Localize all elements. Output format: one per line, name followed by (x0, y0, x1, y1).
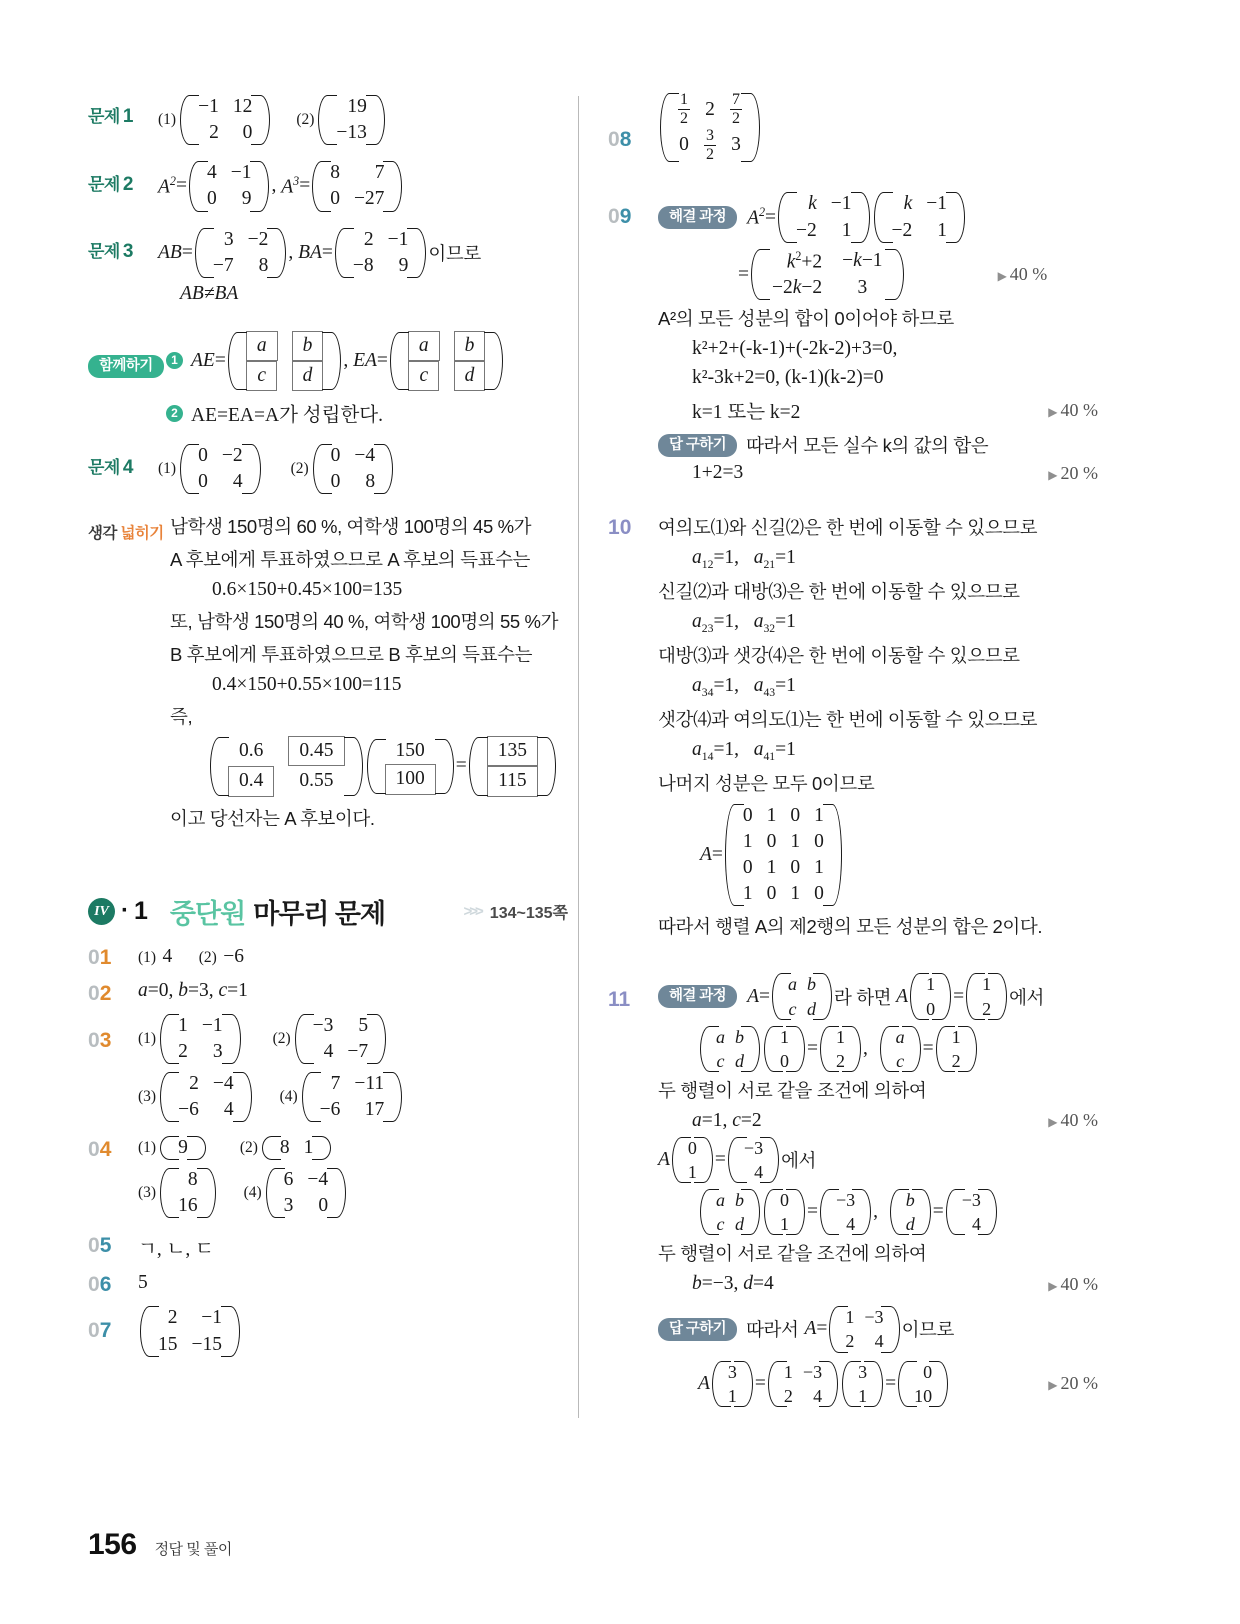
matrix-lhs: $A^3$ (281, 174, 300, 198)
score-annotation: ▶ 40 % (1048, 399, 1098, 420)
matrix: 8 16 (158, 1167, 218, 1219)
answer-row-03 (88, 1013, 568, 1124)
answer-value: 5 (138, 1272, 148, 1294)
matrix: b d (888, 1188, 933, 1236)
a10-line-1: 여의도⑴와 신길⑵은 한 번에 이동할 수 있으므로 (658, 517, 1038, 539)
matrix: 4 −1 0 9 (187, 160, 272, 212)
answer-row-09: 09 해결 과정 $A^2$ = k −1 −2 1 k −1 −2 1 = $k^2+2$ −k−1 −2k−2 3 ▶ 40 % A²의 모든 성분의 합이 0이어야 하므로 k²+2+(-k-1)+(-2k-2)+3=0, k²-3k+2=0, (k-1)(k-2)=0 k=1 또는 k=2 ▶ 40 % 답 구하기 따라서 모든 실수 k의 값의 합은 1+2=3 ▶ 20 % (608, 193, 1098, 484)
matrix: a c (878, 1025, 923, 1073)
a09-eq-1: k²+2+(-k-1)+(-2k-2)+3=0, (692, 338, 898, 360)
munje-label-text: 문제 (88, 458, 120, 477)
trailing-text: 이므로 (428, 242, 481, 264)
answer-value: −6 (223, 945, 245, 967)
saenggak-eq-1: 0.6×150+0.45×100=135 (212, 579, 403, 601)
matrix-boxed: a b c d (226, 331, 344, 391)
matrix-lhs: AE (191, 349, 215, 371)
answer-number-03: 03 (88, 1028, 112, 1052)
item-tag: (3) (138, 1087, 157, 1105)
answer-number-01: 01 (88, 945, 112, 969)
matrix: 0 −4 0 8 (311, 443, 396, 495)
matrix: k −1 −2 1 (776, 191, 872, 243)
column-divider (578, 96, 579, 1418)
matrix: 150 100 (365, 738, 456, 794)
matrix-lhs: A (804, 1318, 817, 1340)
left-column (88, 92, 568, 1365)
matrix: 0.6 0.45 0.4 0.55 (208, 736, 365, 796)
section-page-ref (464, 900, 568, 923)
section-title-highlight: 중단원 (169, 898, 246, 929)
process-badge: 해결 과정 (658, 206, 737, 230)
section-header (88, 892, 568, 931)
page-range: 134~135쪽 (489, 904, 568, 922)
matrix: 0 1 (670, 1136, 715, 1184)
saenggak-eq-2: 0.4×150+0.55×100=115 (212, 674, 402, 696)
munje-3-label (88, 227, 158, 263)
item-tag: (1) (158, 460, 177, 478)
matrix: −3 5 4 −7 (293, 1013, 389, 1065)
matrix-lhs: EA (353, 349, 377, 371)
answer-number-10: 10 (608, 516, 632, 540)
munje-number: 4 (122, 457, 133, 478)
section-number: 1 (134, 896, 148, 925)
matrix: a b c d (770, 972, 834, 1020)
answer-number-02: 02 (88, 981, 112, 1005)
a09-eq-3: k=1 또는 k=2 (692, 402, 801, 424)
answer-row-07 (88, 1305, 568, 1357)
munje-4-label (88, 443, 158, 479)
a11-eq-1: a=1, c=2 (692, 1109, 762, 1131)
a11-line-1: 두 행렬이 서로 같을 조건에 의하여 (658, 1079, 927, 1101)
answer-value: ㄱ, ㄴ, ㄷ (138, 1239, 215, 1261)
answer-row-11: 11 해결 과정 A = a b c d 라 하면 A 1 0 = 1 2 에서 a b c d 1 0 = 1 2 , a c = 1 2 두 행렬이 서로 같을 조건에 의하여 a=1, c=2 ▶ 40 % A 0 1 = −3 4 에서 a b c d 0 1 = −3 4 , b d = −3 4 두 행렬이 서로 같을 조건에 의하여 b=−3, d=4 ▶ 40 % 답 구하기 따라서 A = 1 −3 2 4 이므로 A 3 1 = 1 −3 2 4 3 1 = 0 10 ▶ 20 % (608, 972, 1098, 1407)
matrix: 3 1 (710, 1360, 755, 1408)
matrix: 19 −13 (316, 94, 387, 146)
munje-4-row (88, 443, 568, 495)
a11-line-5: 따라서 (746, 1319, 799, 1341)
item-tag: (4) (279, 1087, 298, 1105)
matrix: −1 12 2 0 (178, 94, 272, 146)
a10-line-5: 나머지 성분은 모두 0이므로 (658, 772, 875, 794)
right-column (608, 92, 1098, 1415)
matrix: a b c d (698, 1025, 762, 1073)
matrix: 1 −3 2 4 (827, 1305, 901, 1353)
matrix: 0 10 (896, 1360, 950, 1408)
saenggak-row (88, 513, 568, 837)
item-tag: (2) (272, 1029, 291, 1047)
answer-number-06: 06 (88, 1273, 112, 1297)
matrix: −3 4 (726, 1136, 781, 1184)
hamkke-item2-text: AE=EA=A가 성립한다. (191, 405, 383, 426)
saenggak-line-7: 즉, (170, 706, 193, 728)
function-symbol: A (658, 1149, 670, 1171)
a09-line-5: 따라서 모든 실수 k의 값의 합은 (746, 435, 989, 457)
a11-eq-2: b=−3, d=4 (692, 1273, 774, 1295)
munje-number: 2 (122, 174, 133, 196)
matrix: 135 115 (467, 736, 558, 796)
a10-line-6: 따라서 행렬 A의 제2행의 모든 성분의 합은 2이다. (658, 916, 1043, 938)
saenggak-line-4: 또, 남학생 150명의 40 %, 여학생 100명의 55 %가 (170, 611, 559, 633)
matrix: −3 4 (944, 1188, 999, 1236)
matrix: −3 4 (818, 1188, 873, 1236)
munje-label-text: 문제 (88, 241, 120, 261)
saenggak-label-plain: 생각 (88, 525, 117, 543)
bullet-1: 1 (166, 352, 183, 369)
munje-2-row: 문제 2 $A^2$ = 4 −1 0 9 , $A^3$ = 8 7 0 −27 (88, 160, 568, 212)
item-tag: (2) (198, 948, 217, 966)
matrix: 2 −1 −8 9 (333, 227, 429, 279)
function-symbol: A (896, 985, 909, 1007)
matrix: 1 2 (934, 1025, 979, 1073)
inline-text: 라 하면 (833, 986, 892, 1008)
score-annotation: ▶ 40 % (1048, 1273, 1098, 1294)
matrix-lhs: $A^2$ (158, 174, 176, 198)
answer-number-11: 11 (608, 988, 631, 1012)
section-dot: · (121, 897, 129, 924)
item-tag: (1) (138, 948, 157, 966)
saenggak-line-2: A 후보에게 투표하였으므로 A 후보의 득표수는 (170, 549, 531, 571)
answer-badge: 답 구하기 (658, 1318, 737, 1342)
matrix: 1 −1 2 3 (158, 1013, 243, 1065)
score-annotation: ▶ 20 % (1048, 462, 1098, 483)
answer-row-10: 10 여의도⑴와 신길⑵은 한 번에 이동할 수 있으므로 $a_{12}=1$, $a_{21}=1$ 신길⑵과 대방⑶은 한 번에 이동할 수 있으므로 $a_{23}=1$, $a_{32}=1$ 대방⑶과 샛강⑷은 한 번에 이동할 수 있으므로 $a_{34}=1$, $a_{43}=1$ 샛강⑷과 여의도⑴는 한 번에 이동할 수 있으므로 $a_{14}=1$, $a_{41}=1$ 나머지 성분은 모두 0이므로 A = 0 1 0 1 1 0 1 0 0 1 0 1 1 0 1 0 따라서 행렬 A의 제2행의 모든 성분의 합은 2이다. (608, 514, 1098, 946)
answer-row-08 (608, 92, 1098, 163)
a10-eq-2: $a_{23}=1$, $a_{32}=1$ (692, 611, 796, 636)
page-footer (88, 1528, 232, 1562)
saenggak-line-5: B 후보에게 투표하였으므로 B 후보의 득표수는 (170, 644, 533, 666)
process-badge: 해결 과정 (658, 985, 737, 1009)
matrix: 0 1 (762, 1188, 807, 1236)
a09-eq-2: k²-3k+2=0, (k-1)(k-2)=0 (692, 367, 884, 389)
matrix: 1 2 (964, 972, 1009, 1020)
matrix: 3 −2 −7 8 (193, 227, 289, 279)
section-title: 마무리 문제 (253, 898, 386, 929)
score-annotation: ▶ 20 % (1048, 1373, 1098, 1394)
answer-value: 4 (162, 945, 173, 967)
hamkke-badge: 함께하기 (88, 355, 164, 379)
item-tag: (1) (138, 1139, 157, 1157)
matrix: 8 7 0 −27 (310, 160, 404, 212)
a10-eq-4: $a_{14}=1$, $a_{41}=1$ (692, 739, 796, 763)
saenggak-label (88, 513, 170, 543)
chapter-badge-icon: IV (88, 898, 115, 925)
matrix: 1 0 (762, 1025, 807, 1073)
matrix: 2 −4 −6 4 (158, 1071, 254, 1123)
inline-text: 이므로 (901, 1319, 954, 1341)
matrix-lhs: BA (298, 241, 322, 263)
a09-eq-4: 1+2=3 (692, 462, 744, 484)
munje-label-text: 문제 (88, 107, 120, 126)
item-tag: (2) (296, 111, 315, 129)
munje-1-label (88, 92, 158, 128)
saenggak-line-1: 남학생 150명의 60 %, 여학생 100명의 45 %가 (170, 516, 532, 538)
saenggak-label-highlight: 넓히기 (120, 525, 164, 543)
answer-number-07: 07 (88, 1319, 112, 1343)
saenggak-line-8: 이고 당선자는 A 후보이다. (170, 807, 375, 829)
a10-line-3: 대방⑶과 샛강⑷은 한 번에 이동할 수 있으므로 (658, 645, 1020, 667)
matrix-lhs: $A^2$ (747, 205, 766, 229)
munje-3-row: 문제 3 AB = 3 −2 −7 8 , BA = 2 −1 −8 9 이므로 AB≠BA (88, 228, 481, 304)
answer-value: a=0, b=3, c=1 (138, 979, 248, 1001)
matrix: k −1 −2 1 (872, 191, 968, 243)
answer-row-01 (88, 941, 568, 970)
a11-line-3: 두 행렬이 서로 같을 조건에 의하여 (658, 1243, 927, 1265)
answer-row-02 (88, 977, 568, 1006)
conclusion: AB≠BA (180, 282, 239, 304)
matrix-lhs: AB (158, 241, 182, 263)
matrix: a b c d (698, 1188, 762, 1236)
matrix: 7 −11 −6 17 (300, 1071, 405, 1123)
matrix: 0 1 0 1 1 0 1 0 0 1 0 1 1 0 1 0 (723, 803, 844, 908)
munje-1-row (88, 92, 568, 146)
matrix: 8 1 (260, 1135, 334, 1161)
answer-badge: 답 구하기 (658, 434, 737, 458)
matrix: 6 −4 3 0 (264, 1167, 349, 1219)
item-tag: (1) (138, 1029, 157, 1047)
matrix: 0 −2 0 4 (178, 443, 263, 495)
hamkke-row: 함께하기 1 AE = a b c d , EA = a b c d 2 AE=EA=A가 성립한다. (88, 331, 568, 427)
page-caption: 정답 및 풀이 (154, 1541, 232, 1558)
matrix: $\frac{1}{2}$ 2 $\frac{7}{2}$ 0 $\frac{3}{2}$ 3 (658, 92, 762, 163)
item-tag: (2) (239, 1139, 258, 1157)
matrix: 9 (158, 1135, 208, 1161)
answer-number-09: 09 (608, 205, 632, 229)
munje-number: 3 (122, 240, 133, 262)
score-annotation: ▶ 40 % (1048, 1110, 1098, 1131)
answer-row-06 (88, 1268, 568, 1297)
munje-label-text: 문제 (88, 175, 120, 195)
score-annotation: ▶ 40 % (997, 264, 1048, 285)
answer-number-04: 04 (88, 1138, 112, 1161)
answer-row-05 (88, 1229, 568, 1261)
munje-2-label (88, 160, 158, 196)
matrix: $k^2+2$ −k−1 −2k−2 3 (749, 248, 906, 302)
matrix: 2 −1 15 −15 (138, 1305, 242, 1357)
function-symbol: A (698, 1372, 710, 1394)
a09-line-1: A²의 모든 성분의 합이 0이어야 하므로 (658, 308, 954, 330)
matrix: 1 0 (908, 972, 953, 1020)
matrix: 1 −3 2 4 (766, 1360, 840, 1408)
answer-number-05: 05 (88, 1234, 112, 1258)
item-tag: (4) (243, 1184, 262, 1202)
matrix: 3 1 (840, 1360, 885, 1408)
page-number: 156 (88, 1528, 137, 1561)
saenggak-matrix-equation: 0.6 0.45 0.4 0.55 150 100 = 135 115 (208, 736, 568, 796)
bullet-2: 2 (166, 405, 183, 422)
chevron-right-icon: >>> (463, 902, 481, 920)
a10-eq-1: $a_{12}=1$, $a_{21}=1$ (692, 547, 796, 572)
matrix-lhs: A (700, 844, 712, 866)
matrix: 1 2 (818, 1025, 863, 1073)
item-tag: (2) (290, 460, 309, 478)
item-tag: (3) (138, 1184, 157, 1202)
matrix-lhs: A (747, 985, 759, 1007)
matrix-boxed: a b c d (388, 331, 506, 391)
munje-number: 1 (122, 106, 133, 127)
answer-row-04 (88, 1133, 568, 1219)
inline-text: 에서 (781, 1150, 817, 1172)
a10-line-2: 신길⑵과 대방⑶은 한 번에 이동할 수 있으므로 (658, 581, 1020, 603)
a10-line-4: 샛강⑷과 여의도⑴는 한 번에 이동할 수 있으므로 (658, 709, 1038, 731)
answer-number-08: 08 (608, 128, 632, 151)
item-tag: (1) (158, 111, 177, 129)
inline-text: 에서 (1009, 986, 1045, 1008)
a10-eq-3: $a_{34}=1$, $a_{43}=1$ (692, 675, 796, 700)
